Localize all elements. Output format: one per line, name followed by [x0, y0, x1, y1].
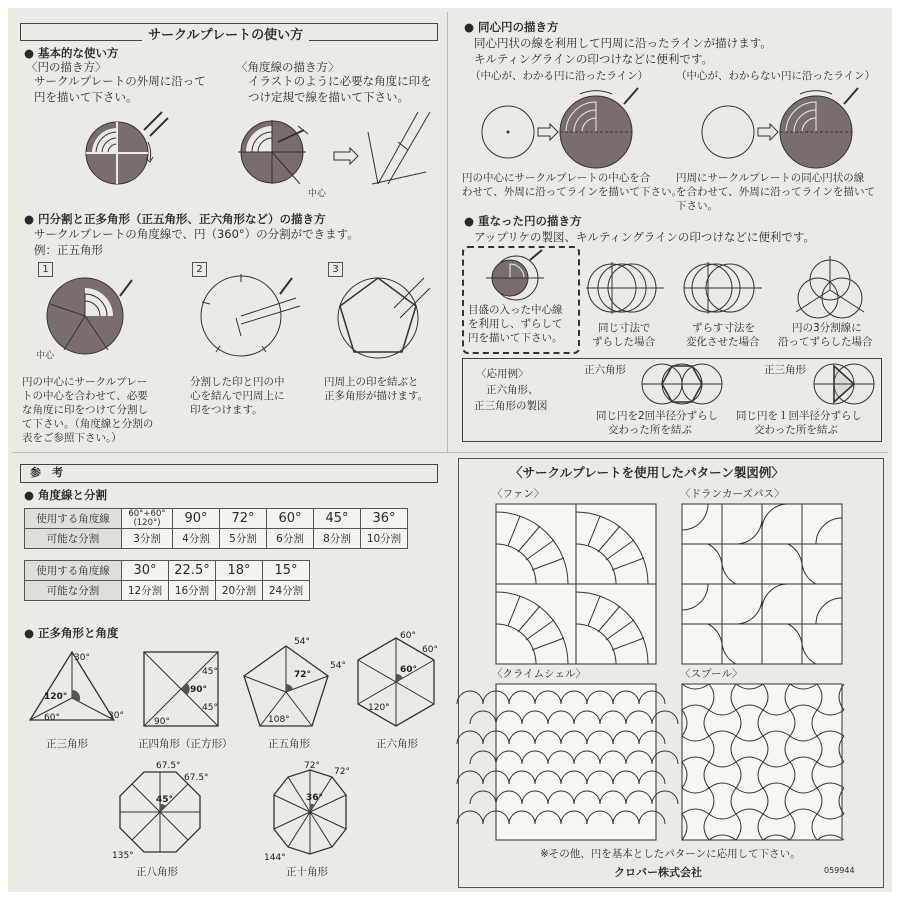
case1-text-2: わせて、外周に沿ってラインを描いて下さい。	[462, 186, 682, 198]
spool-pattern	[682, 684, 842, 840]
horizontal-divider	[12, 452, 888, 453]
step-1-illustration	[36, 276, 150, 366]
tri-angle-label: 30°	[108, 711, 124, 721]
app-title-2: 正六角形、	[486, 384, 539, 396]
triangle-diagram	[20, 646, 130, 736]
overlap-text: アップリケの製図、キルティングラインの印つけなどに便利です。	[474, 230, 815, 244]
tip-text-1: 目盛の入った中心線	[468, 304, 563, 316]
division-heading: ● 円分割と正多角形（正五角形、正六角形など）の描き方	[24, 212, 326, 226]
tri-angle-label: 30°	[74, 653, 90, 663]
triangle-name: 正三角形	[46, 738, 88, 750]
square-name: 正四角形（正方形）	[138, 738, 233, 750]
sq-angle-label: 90°	[154, 717, 170, 727]
step-2-text-3: 印をつけます。	[190, 404, 263, 416]
app-title-3: 正三角形の製図	[474, 400, 548, 412]
concentric-text-1: 同心円状の線を利用して円周に沿ったラインが描けます。	[474, 36, 772, 50]
hexagon-diagram	[354, 630, 444, 736]
patterns-note: ※その他、円を基本としたパターンに応用して下さい。	[540, 848, 801, 860]
pattern-label-clamshell: 〈クライムシェル〉	[492, 668, 586, 680]
step-2-number: 2	[192, 262, 207, 277]
octagon-name: 正八角形	[136, 866, 178, 878]
hex-angle-label: 60°	[400, 665, 418, 675]
step-3-illustration	[334, 272, 434, 368]
hex-text-1: 同じ円を2回半径分ずらし	[596, 410, 719, 422]
tri-label: 正三角形	[764, 364, 806, 376]
t1-angle: 60°	[267, 509, 314, 529]
hex-text-2: 交わった所を結ぶ	[608, 424, 692, 436]
hex-angle-label: 120°	[368, 703, 390, 713]
t1-head-div: 可能な分割	[25, 529, 122, 549]
case2-title: （中心が、わからない円に沿ったライン）	[676, 70, 876, 82]
pent-angle-label: 108°	[268, 715, 290, 725]
concentric-case1-illustration	[480, 86, 660, 170]
division-example: 例：正五角形	[34, 243, 103, 257]
tri-angle-label: 120°	[44, 692, 68, 702]
overlap-vary-illustration	[684, 258, 764, 318]
t2-div: 12分割	[122, 581, 169, 601]
step-1-text-5: 表をご参照下さい。）	[22, 432, 122, 444]
overlap-tip-illustration	[486, 250, 556, 302]
step-2-illustration	[196, 274, 306, 366]
step1-center-label: 中心	[36, 351, 55, 361]
t1-head-angle: 使用する角度線	[25, 509, 122, 529]
app-title-1: 〈応用例〉	[476, 368, 529, 380]
t2-div: 24分割	[263, 581, 310, 601]
pent-angle-label: 72°	[294, 670, 312, 680]
pattern-label-fan: 〈ファン〉	[492, 488, 545, 500]
t1-div: 3分割	[122, 529, 173, 549]
angle-text-1: イラストのように必要な角度に印を	[248, 74, 432, 88]
decagon-diagram	[262, 762, 366, 866]
sq-angle-label: 45°	[202, 703, 218, 713]
t1-angle: 90°	[173, 509, 220, 529]
octagon-diagram	[112, 762, 212, 866]
step-1-text-1: 円の中心にサークルプレー	[22, 376, 148, 388]
step-1-number: 1	[38, 262, 53, 277]
caption-same-1: 同じ寸法で	[598, 322, 651, 334]
t1-div: 10分割	[361, 529, 408, 549]
decagon-name: 正十角形	[286, 866, 328, 878]
division-text: サークルプレートの角度線で、円（360°）の分割ができます。	[34, 227, 359, 241]
dec-angle-label: 36°	[306, 793, 324, 803]
t1-angle: 36°	[361, 509, 408, 529]
sq-angle-label: 90°	[190, 685, 208, 695]
t2-div: 20分割	[216, 581, 263, 601]
step-1-text-3: な角度に印をつけて分割し	[22, 404, 148, 416]
angle-center-label: 中心	[308, 189, 327, 199]
t2-head-angle: 使用する角度線	[25, 561, 122, 581]
tri-text-1: 同じ円を１回半径分ずらし	[736, 410, 862, 422]
caption-same-2: ずらした場合	[592, 336, 655, 348]
step-3-text-1: 円周上の印を結ぶと	[324, 376, 419, 388]
step-3-number: 3	[328, 262, 343, 277]
reference-heading-box	[20, 464, 438, 483]
dec-angle-label: 72°	[304, 761, 320, 771]
t2-head-div: 可能な分割	[25, 581, 122, 601]
concentric-heading: ● 同心円の描き方	[464, 20, 559, 34]
hex-angle-label: 60°	[400, 631, 416, 641]
pent-angle-label: 54°	[294, 637, 310, 647]
t2-angle: 30°	[122, 561, 169, 581]
square-diagram	[140, 648, 230, 738]
step-1-text-4: て下さい。（角度線と分割の	[22, 418, 154, 430]
overlap-same-illustration	[586, 258, 666, 318]
t1-angle: 45°	[314, 509, 361, 529]
oct-angle-label: 135°	[112, 851, 134, 861]
circle-plate-illustration	[82, 108, 192, 188]
overlap-heading: ● 重なった円の描き方	[464, 214, 582, 228]
oct-angle-label: 67.5°	[156, 761, 181, 771]
angle-line-illustration	[238, 112, 438, 202]
basic-heading: ● 基本的な使い方	[24, 46, 119, 60]
circle-text-2: 円を描いて下さい。	[34, 90, 138, 104]
case2-text-2: を合わせて、外周に沿ってラインを描いて	[676, 186, 875, 198]
t2-angle: 15°	[263, 561, 310, 581]
polygons-heading: ● 正多角形と角度	[24, 626, 119, 640]
sq-angle-label: 45°	[202, 667, 218, 677]
t2-angle: 22.5°	[169, 561, 216, 581]
t1-div: 5分割	[220, 529, 267, 549]
caption-vary-2: 変化させた場合	[686, 336, 760, 348]
case1-title: （中心が、わかる円に沿ったライン）	[470, 70, 649, 82]
angles-heading: ● 角度線と分割	[24, 488, 108, 502]
hex-label: 正六角形	[584, 364, 626, 376]
concentric-text-2: キルティングラインの印つけなどに便利です。	[474, 52, 713, 66]
tri-angle-label: 60°	[44, 713, 60, 723]
step-2-text-1: 分割した印と円の中	[190, 376, 285, 388]
step-3-text-2: 正多角形が描けます。	[324, 390, 429, 402]
dec-angle-label: 72°	[334, 767, 350, 777]
caption-three-1: 円の3分割線に	[792, 322, 862, 334]
clamshell-pattern	[496, 684, 656, 840]
t1-angle: 72°	[220, 509, 267, 529]
t1-div: 4分割	[173, 529, 220, 549]
angle-table-2	[24, 560, 310, 601]
angle-table-1	[24, 508, 408, 549]
tip-text-2: を利用し、ずらして	[468, 318, 563, 330]
drunkards-path-pattern	[682, 504, 842, 664]
vertical-divider	[447, 12, 448, 452]
t2-angle: 18°	[216, 561, 263, 581]
tri-text-2: 交わった所を結ぶ	[754, 424, 838, 436]
circle-text-1: サークルプレートの外周に沿って	[34, 74, 206, 88]
case2-text-1: 円周にサークルプレートの同心円状の線	[676, 172, 865, 184]
hex-angle-label: 60°	[422, 645, 438, 655]
t2-div: 16分割	[169, 581, 216, 601]
brand-name: クロバー株式会社	[614, 866, 702, 879]
caption-three-2: 沿ってずらした場合	[778, 336, 873, 348]
circle-title: 〈円の描き方〉	[26, 60, 107, 74]
pentagon-name: 正五角形	[268, 738, 310, 750]
t1-div: 8分割	[314, 529, 361, 549]
oct-angle-label: 67.5°	[184, 773, 209, 783]
reference-heading: 参 考	[30, 466, 63, 479]
case2-text-3: 下さい。	[676, 200, 718, 212]
patterns-heading: 〈サークルプレートを使用したパターン製図例〉	[510, 465, 784, 480]
tip-text-3: 円を描いて下さい。	[468, 332, 563, 344]
fan-pattern	[496, 504, 656, 664]
product-code: 059944	[824, 866, 855, 875]
caption-vary-1: ずらす寸法を	[692, 322, 755, 334]
pattern-label-spool: 〈スプール〉	[680, 668, 743, 680]
oct-angle-label: 45°	[156, 795, 174, 805]
concentric-case2-illustration	[700, 86, 880, 170]
page-title: サークルプレートの使い方	[142, 24, 309, 43]
pent-angle-label: 54°	[330, 661, 346, 671]
angle-title: 〈角度線の描き方〉	[236, 60, 340, 74]
angle-text-2: つけ定規で線を描いて下さい。	[248, 90, 409, 104]
pattern-label-drunkards-path: 〈ドランカーズパス〉	[680, 488, 785, 500]
tri-construction-illustration	[812, 360, 882, 408]
pentagon-diagram	[242, 637, 346, 738]
hexagon-name: 正六角形	[376, 738, 418, 750]
case1-text-1: 円の中心にサークルプレートの中心を合	[462, 172, 651, 184]
t1-div: 6分割	[267, 529, 314, 549]
dec-angle-label: 144°	[264, 853, 286, 863]
step-1-text-2: トの中心を合わせて、必要	[22, 390, 148, 402]
step-2-text-2: 心を結んで円周上に	[190, 390, 285, 402]
t1-angle: 60°+60°(120°)	[122, 509, 173, 529]
overlap-three-illustration	[790, 256, 870, 322]
hex-construction-illustration	[630, 360, 730, 408]
